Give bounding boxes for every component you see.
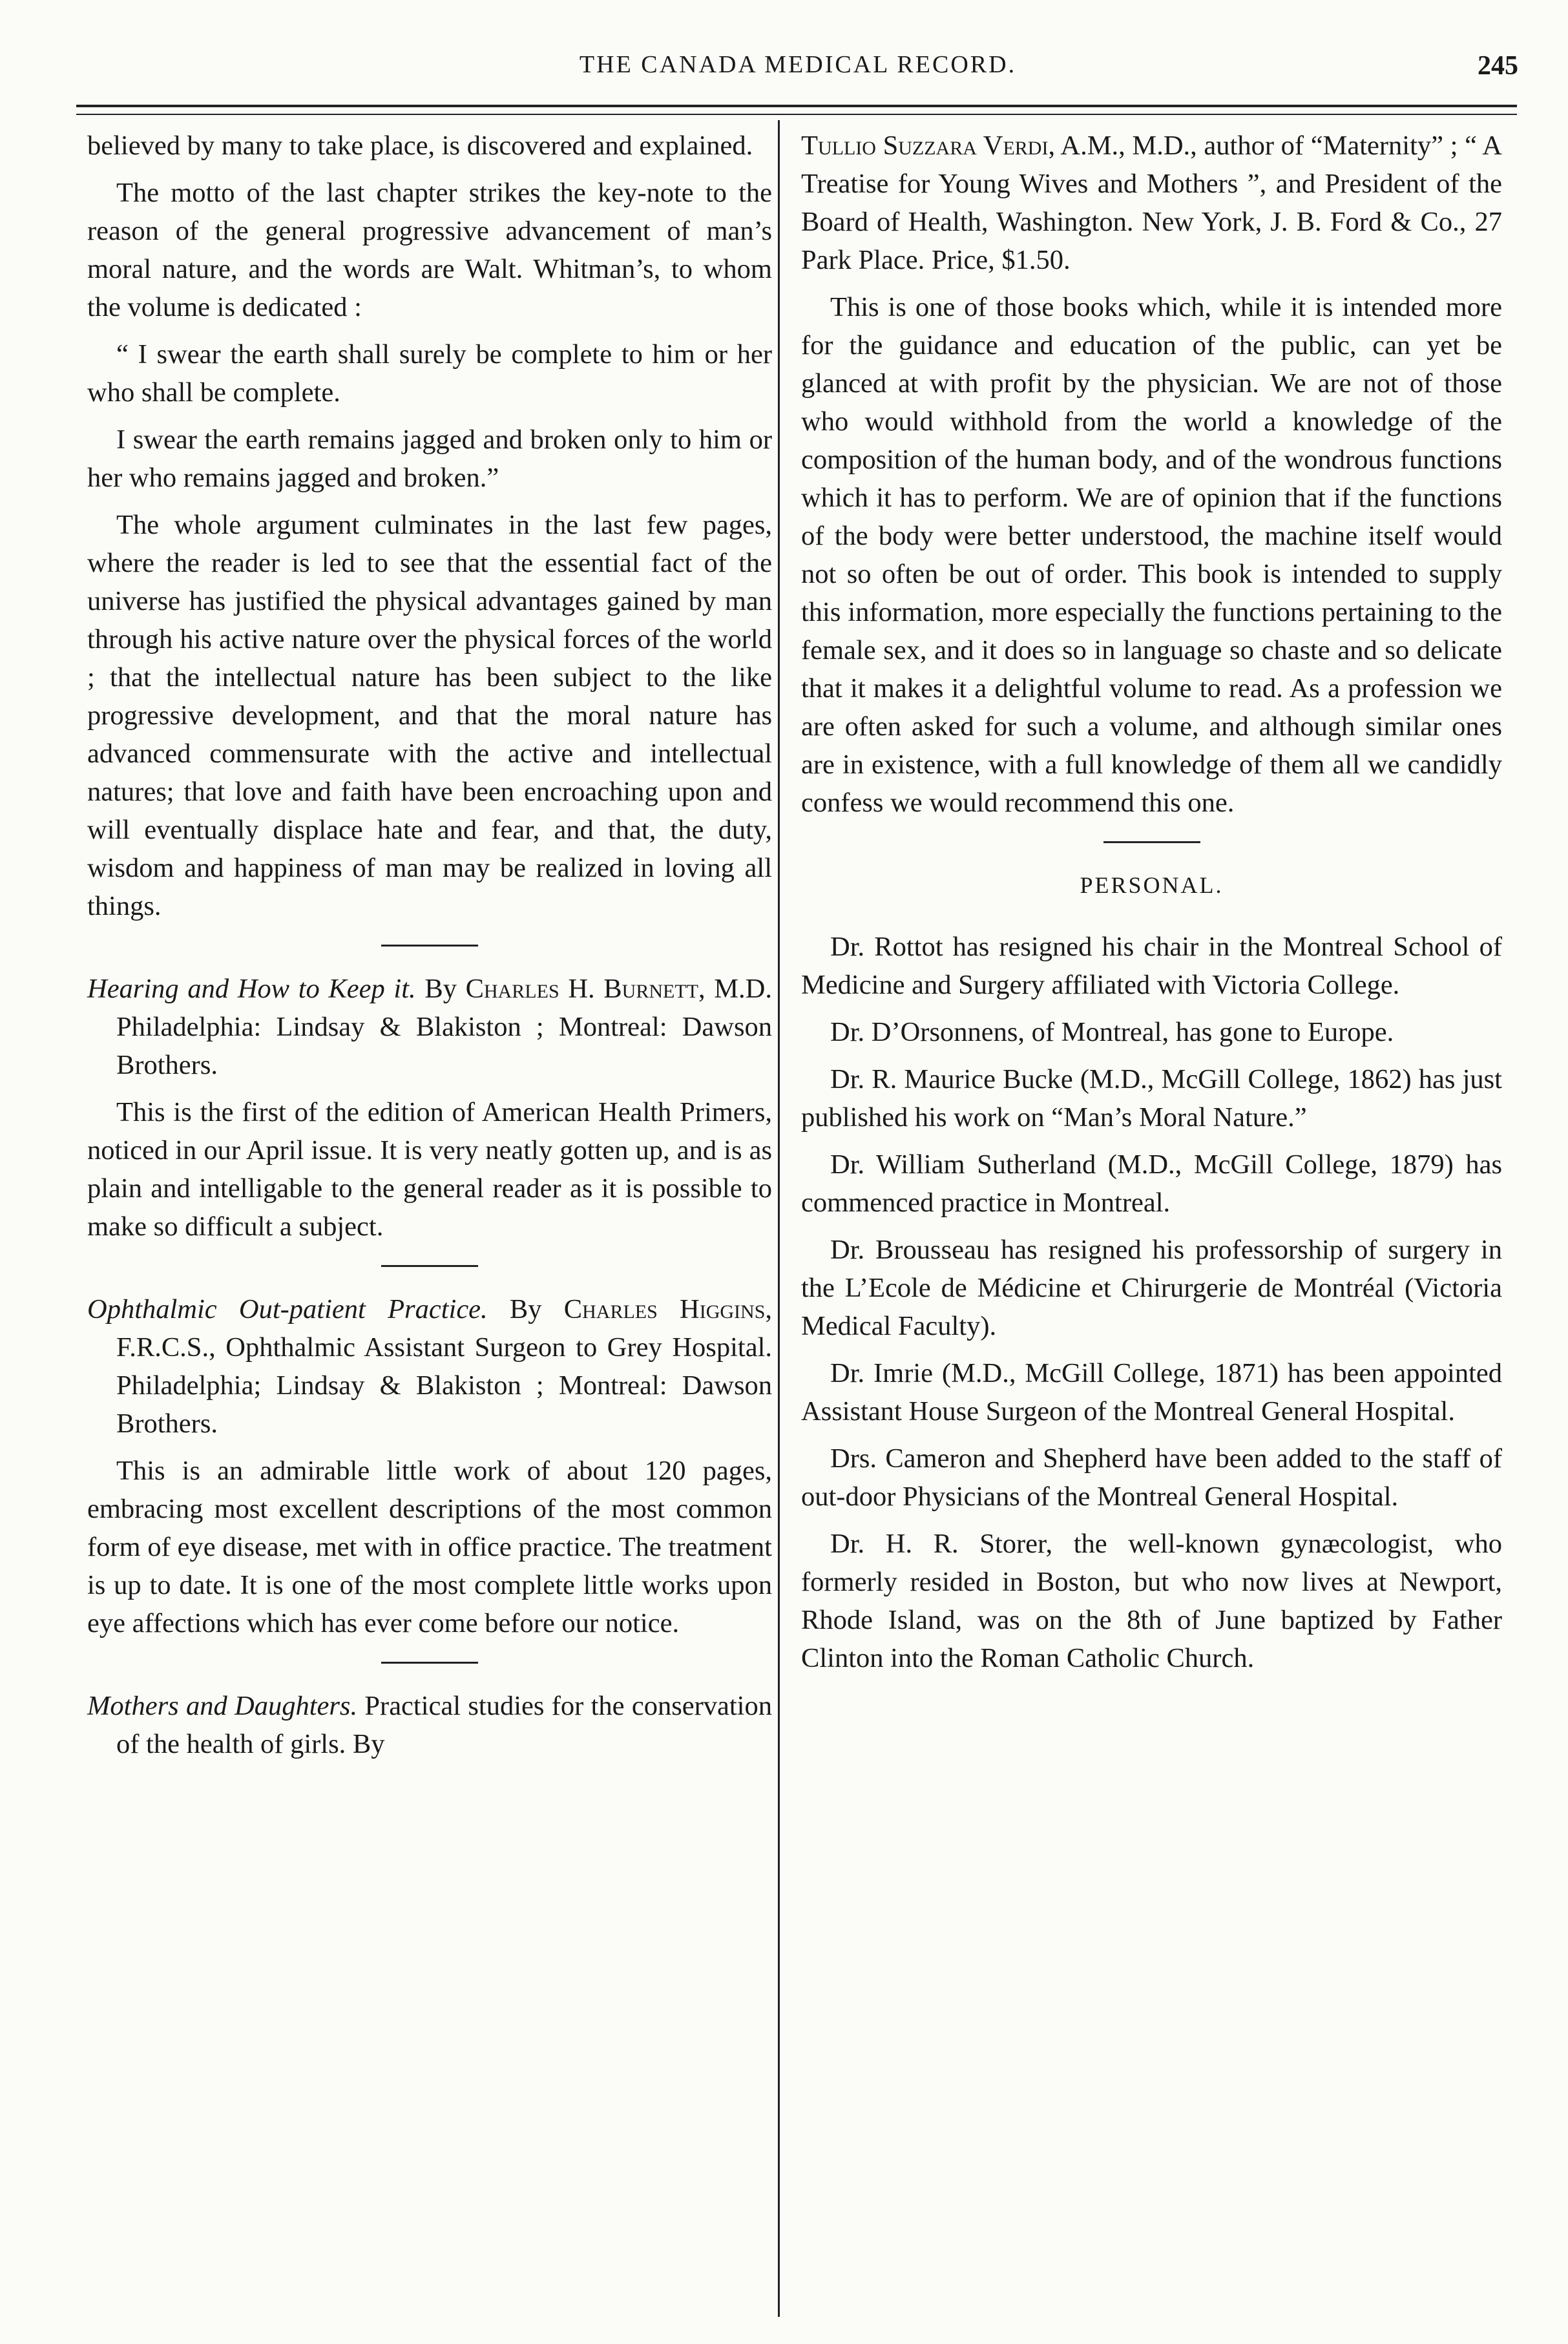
review-body: This is an admirable little work of about 120 pages, embracing most excellent descriptions of the most common form of eye disease, met with in office practice. The treatment is up to date. It is one of the most complete little works upon eye affections which has ever come before our notice. <box>87 1456 772 1638</box>
page-number: 245 <box>1478 51 1518 81</box>
book-author: Charles Higgins <box>563 1294 766 1324</box>
personal-item: Dr. R. Maurice Bucke (M.D., McGill College, 1862) has just published his work on “Man’s Moral Nature.” <box>801 1064 1502 1133</box>
book-title: Hearing and How to Keep it. <box>87 974 416 1004</box>
citation-details: , M.D. Philadelphia: Lindsay & Blakiston ; Montreal: Dawson Brothers. <box>116 974 772 1080</box>
personal-item: Dr. Brousseau has resigned his professorship of surgery in the L’Ecole de Médicine et Chirurgerie de Montréal (Victoria Medical Faculty). <box>801 1235 1502 1341</box>
paragraph: believed by many to take place, is discovered and explained. <box>87 131 753 161</box>
review-body: This is the first of the edition of American Health Primers, noticed in our April issue. It is very neatly gotten up, and is as plain and intelligable to the general reader as it is possible to make so difficult a subject. <box>87 1097 772 1242</box>
citation-details: , A.M., M.D., author of “Maternity” ; “ A Treatise for Young Wives and Mothers ”, and President of the Board of Health, Washington. New York, J. B. Ford & Co., 27 Park Place. Price, $1.50. <box>801 131 1502 275</box>
header-rule-thick <box>76 105 1517 107</box>
personal-item: Dr. Imrie (M.D., McGill College, 1871) has been appointed Assistant House Surgeon of the Montreal General Hospital. <box>801 1358 1502 1427</box>
page-header <box>78 50 1518 96</box>
paragraph: The motto of the last chapter strikes the key-note to the reason of the general progressive advancement of man’s moral nature, and the words are Walt. Whitman’s, to whom the volume is dedicated : <box>87 178 772 322</box>
personal-item: Dr. D’Orsonnens, of Montreal, has gone to Europe. <box>830 1017 1394 1047</box>
book-author: Charles H. Burnett <box>465 974 698 1004</box>
review-body: This is one of those books which, while it is intended more for the guidance and education of the public, can yet be glanced at with profit by the physician. We are not of those who would withhold from the world a knowledge of the composition of the human body, and of the wondrous functions which it has to perform. We are of opinion that if the functions of the body were better understood, the machine itself would not so often be out of order. This book is intended to supply this information, more especially the functions pertaining to the female sex, and it does so in language so chaste and so delicate that it makes it a delightful volume to read. As a profession we are often asked for such a volume, and although similar ones are in existence, with a full knowledge of them all we candidly confess we would recommend this one. <box>801 292 1502 818</box>
header-rule-thin <box>76 114 1517 115</box>
review-citation <box>87 1687 772 1763</box>
book-title: Ophthalmic Out-patient Practice. <box>87 1294 488 1324</box>
quote-line: I swear the earth remains jagged and broken only to him or her who remains jagged and broken.” <box>87 424 772 493</box>
section-divider <box>381 1662 478 1664</box>
section-divider <box>381 1265 478 1267</box>
citation-details: , F.R.C.S., Ophthalmic Assistant Surgeon to Grey Hospital. Philadelphia; Lindsay & Blakiston ; Montreal: Dawson Brothers. <box>116 1294 773 1439</box>
book-author: Tullio Suzzara Verdi <box>801 131 1049 161</box>
left-column <box>87 127 772 1772</box>
by-word: By <box>509 1294 542 1324</box>
review-citation-continued <box>801 127 1502 279</box>
section-divider <box>1103 841 1200 843</box>
running-title: THE CANADA MEDICAL RECORD. <box>579 51 1017 78</box>
personal-item: Dr. H. R. Storer, the well-known gynæcologist, who formerly resided in Boston, but who now lives at Newport, Rhode Island, was on the 8th of June baptized by Father Clinton into the Roman Catholic Church. <box>801 1529 1502 1673</box>
personal-item: Dr. William Sutherland (M.D., McGill College, 1879) has commenced practice in Montreal. <box>801 1149 1502 1218</box>
personal-item: Dr. Rottot has resigned his chair in the Montreal School of Medicine and Surgery affiliated with Victoria College. <box>801 932 1502 1000</box>
right-column <box>801 127 1502 1686</box>
review-citation <box>87 1290 772 1443</box>
review-citation <box>87 970 772 1084</box>
by-word: By <box>424 974 457 1004</box>
section-divider <box>381 945 478 947</box>
citation-details: Practical studies for the conservation of the health of girls. By <box>116 1691 772 1759</box>
section-heading-personal: PERSONAL. <box>1080 872 1224 898</box>
column-divider <box>778 120 780 2317</box>
paragraph: The whole argument culminates in the last few pages, where the reader is led to see that the essential fact of the universe has justified the physical advantages gained by man through his active nature over the physical forces of the world ; that the intellectual nature has been subject to the like progressive development, and that the moral nature has advanced commensurate with the active and intellectual natures; that love and faith have been encroaching upon and will eventually displace hate and fear, and that, the duty, wisdom and happiness of man may be realized in loving all things. <box>87 510 772 921</box>
personal-item: Drs. Cameron and Shepherd have been added to the staff of out-door Physicians of the Montreal General Hospital. <box>801 1443 1502 1512</box>
book-title: Mothers and Daughters. <box>87 1691 358 1721</box>
quote-line: “ I swear the earth shall surely be complete to him or her who shall be complete. <box>87 339 772 408</box>
